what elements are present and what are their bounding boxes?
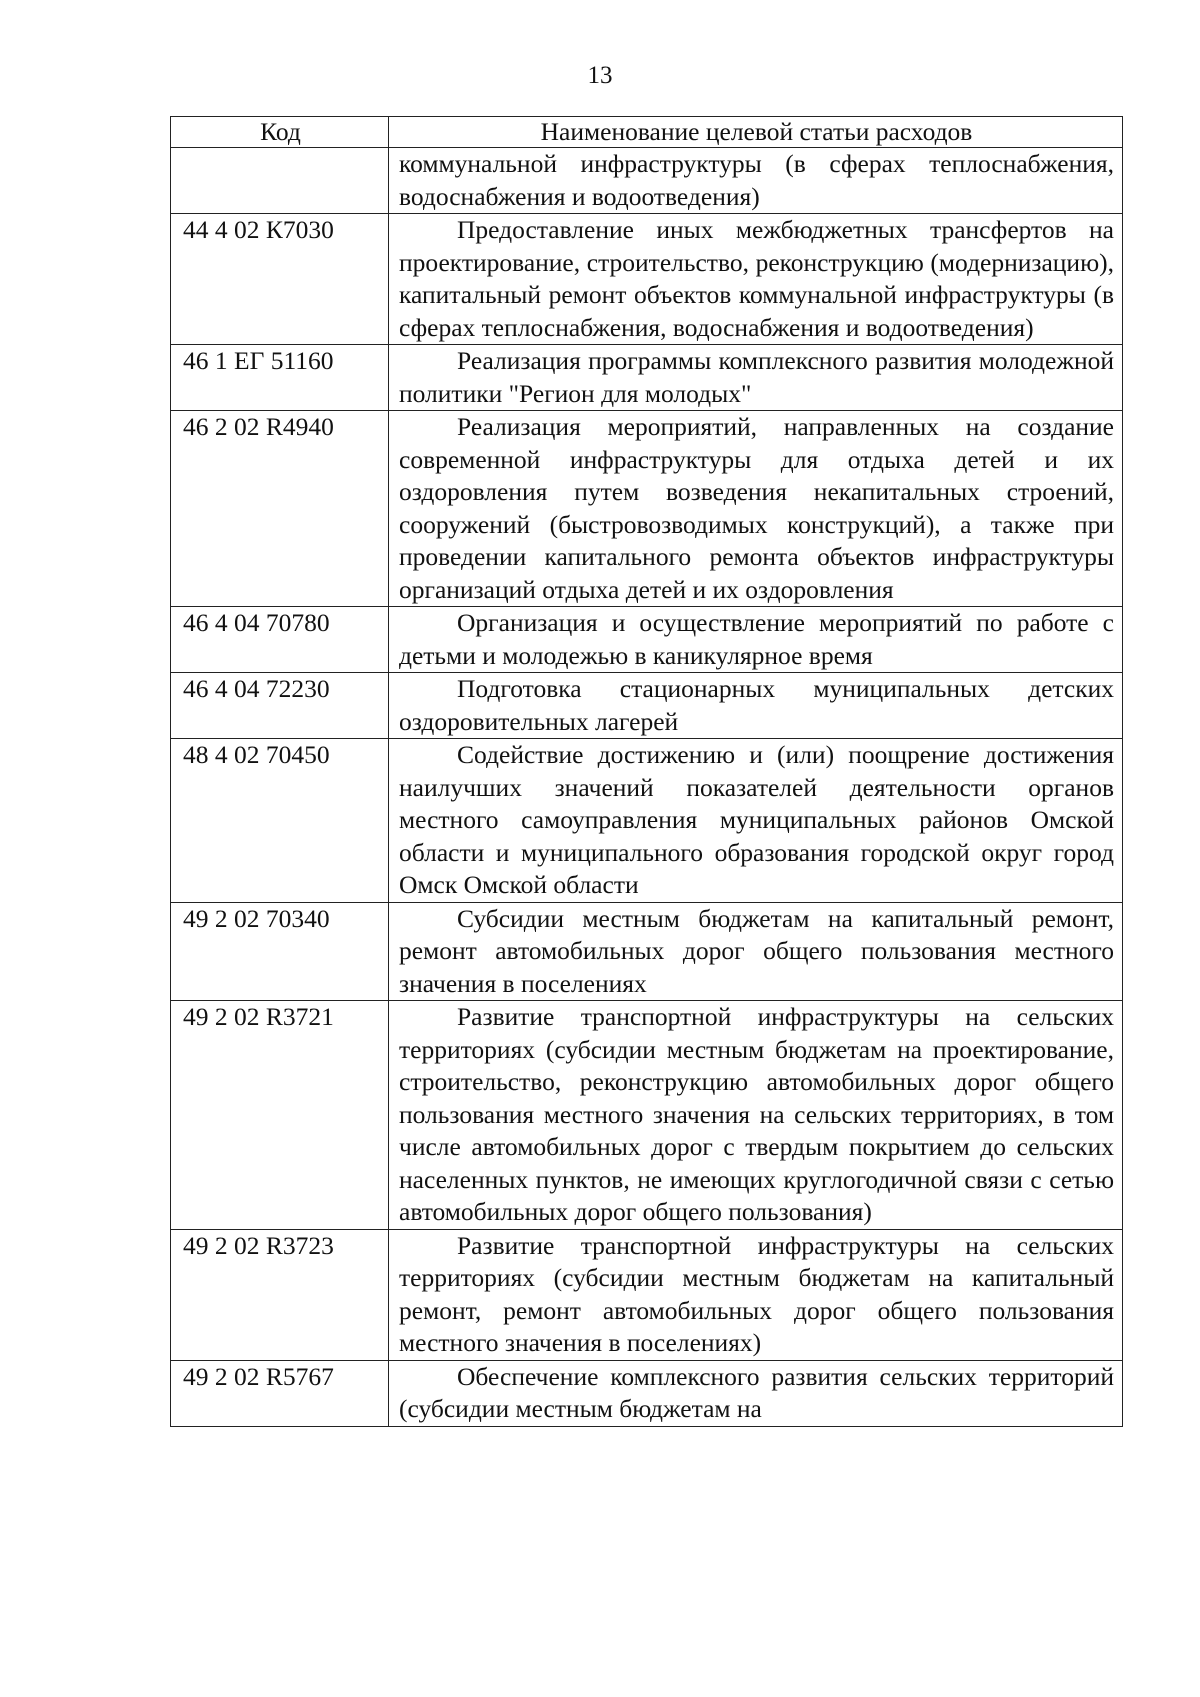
table-row: [171, 1001, 1123, 1230]
table-row: [171, 739, 1123, 903]
row-name: [389, 148, 1123, 214]
row-name: [389, 739, 1123, 903]
table-row: [171, 411, 1123, 607]
row-name-text: Обеспечение комплексного развития сельских территорий (субсидии местным бюджетам на: [399, 1361, 1114, 1423]
table-row: [171, 902, 1123, 1001]
row-name: [389, 673, 1123, 739]
row-code: 49 2 02 70340: [171, 902, 389, 1001]
row-code: 46 4 04 70780: [171, 607, 389, 673]
table-header-row: [171, 117, 1123, 148]
row-name: [389, 214, 1123, 345]
row-code: 49 2 02 R5767: [171, 1360, 389, 1426]
row-name-text: Подготовка стационарных муниципальных детских оздоровительных лагерей: [399, 674, 1114, 736]
page-number: 13: [587, 62, 613, 89]
row-name: [389, 411, 1123, 607]
row-name: [389, 1001, 1123, 1230]
row-name: [389, 902, 1123, 1001]
row-name: [389, 345, 1123, 411]
row-name-text: Развитие транспортной инфраструктуры на сельских территориях (субсидии местным бюджетам на проектирование, строительство, реконструкцию автомобильных дорог общего пользования местного значения на сельских территориях, в том числе автомобильных дорог с твердым покрытием до сельских населенных пунктов, не имеющих круглогодичной связи с сетью автомобильных дорог общего пользования): [399, 1002, 1114, 1226]
row-code: 49 2 02 R3723: [171, 1229, 389, 1360]
row-code: 48 4 02 70450: [171, 739, 389, 903]
header-name: Наименование целевой статьи расходов: [389, 117, 1123, 148]
row-name-text: Развитие транспортной инфраструктуры на сельских территориях (субсидии местным бюджетам на капитальный ремонт, ремонт автомобильных дорог общего пользования местного значения в поселениях): [399, 1230, 1114, 1357]
table-row: [171, 607, 1123, 673]
row-code: 46 1 ЕГ 51160: [171, 345, 389, 411]
row-code: 46 4 04 72230: [171, 673, 389, 739]
row-code: 44 4 02 К7030: [171, 214, 389, 345]
row-name: [389, 1360, 1123, 1426]
table-row: [171, 1360, 1123, 1426]
table-row: [171, 673, 1123, 739]
header-code: Код: [171, 117, 389, 148]
table-row: [171, 345, 1123, 411]
row-name: [389, 1229, 1123, 1360]
row-name-text: Организация и осуществление мероприятий по работе с детьми и молодежью в каникулярное время: [399, 608, 1114, 670]
row-name-text: Реализация программы комплексного развития молодежной политики "Регион для молодых": [399, 346, 1114, 408]
budget-code-table: [170, 116, 1123, 1427]
row-code: 49 2 02 R3721: [171, 1001, 389, 1230]
table-row: [171, 214, 1123, 345]
row-name-text: Реализация мероприятий, направленных на создание современной инфраструктуры для отдыха детей и их оздоровления путем возведения некапитальных строений, сооружений (быстровозводимых конструкций), а также при проведении капитального ремонта объектов инфраструктуры организаций отдыха детей и их оздоровления: [399, 412, 1114, 604]
row-name-text: Предоставление иных межбюджетных трансфертов на проектирование, строительство, реконструкцию (модернизацию), капитальный ремонт объектов коммунальной инфраструктуры (в сферах теплоснабжения, водоснабжения и водоотведения): [399, 215, 1114, 342]
row-name-text: Субсидии местным бюджетам на капитальный ремонт, ремонт автомобильных дорог общего пользования местного значения в поселениях: [399, 903, 1114, 998]
table-row: [171, 148, 1123, 214]
row-name-text: Содействие достижению и (или) поощрение достижения наилучших значений показателей деятельности органов местного самоуправления муниципальных районов Омской области и муниципального образования городской округ город Омск Омской области: [399, 740, 1114, 899]
table-row: [171, 1229, 1123, 1360]
row-code: [171, 148, 389, 214]
row-name: [389, 607, 1123, 673]
row-name-text: коммунальной инфраструктуры (в сферах теплоснабжения, водоснабжения и водоотведения): [399, 149, 1114, 211]
row-code: 46 2 02 R4940: [171, 411, 389, 607]
